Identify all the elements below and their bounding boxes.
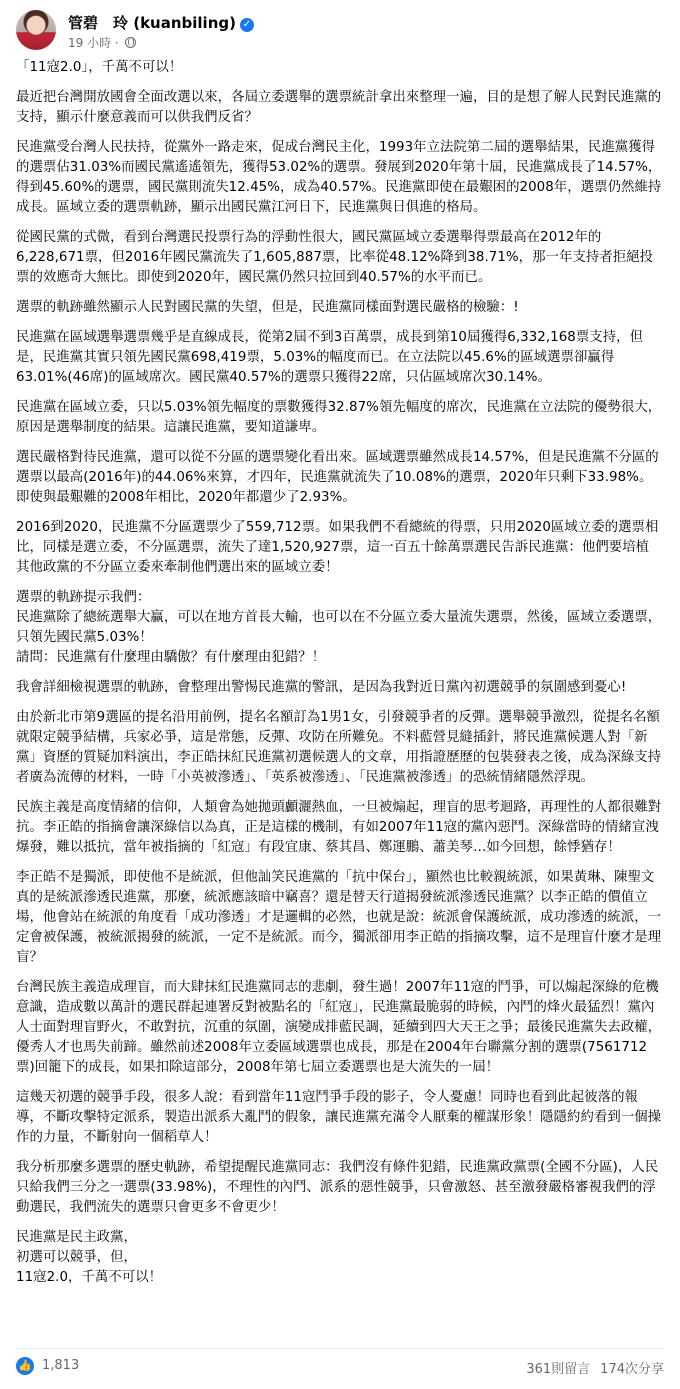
post-paragraph: 從國民黨的式微，看到台灣選民投票行為的浮動性很大，國民黨區域立委選舉得票最高在2012年的6,228,671票，但2016年國民黨流失了1,605,887票，比率從48.12%降到38.71%，那一年支持者拒絕投票的效應奇大無比。即使到2020年，國民黨仍然只拉回到40.57%的水平而已。 [16, 230, 654, 285]
post-paragraph: 民族主義是高度情緒的信仰，人類會為她拋頭顱灑熱血，一旦被煽起，理盲的思考迴路，再理性的人都很難對抗。李正皓的指摘會讓深綠信以為真，正是這樣的機制，有如2007年11寇的黨內惡鬥。深綠當時的情緒宣洩爆發，難以抵抗，當年被指摘的「紅寇」有段宜康、蔡其昌、鄭運鵬、蕭美琴…如今回想，餘悸猶存！ [16, 800, 662, 855]
share-count[interactable]: 174次分享 [600, 1362, 664, 1377]
author-name[interactable]: 管碧 玲 (kuanbiling) [68, 14, 236, 32]
globe-icon [125, 37, 136, 48]
like-icon: 👍 [16, 1357, 34, 1375]
post-paragraph: 我分析那麼多選票的歷史軌跡，希望提醒民進黨同志：我們沒有條件犯錯，民進黨政黨票(全國不分區)，人民只給我們三分之一選票(33.98%)，不理性的內鬥、派系的惡性競爭，只會激怒、甚至激發嚴格審視我們的浮動選民，我們流失的選票只會更多不會更少！ [16, 1160, 659, 1215]
post-paragraph: 這幾天初選的競爭手段，很多人說：看到當年11寇鬥爭手段的影子，令人憂慮！同時也看到此起彼落的報導，不斷攻擊特定派系，製造出派系大亂鬥的假象，讓民進黨充滿令人厭棄的權謀形象！隱隱約約看到一個操作的力量，不斷射向一個稻草人！ [16, 1090, 662, 1145]
footer-divider [16, 1348, 664, 1349]
reaction-count[interactable]: 1,813 [42, 1358, 80, 1373]
post-meta [68, 34, 136, 51]
post-paragraph: 民進黨在區域立委，只以5.03%領先幅度的票數獲得32.87%領先幅度的席次，民進黨在立法院的優勢很大，原因是選舉制度的結果。這讓民進黨，要知道謙卑。 [16, 400, 662, 435]
post-paragraph: 最近把台灣開放國會全面改選以來，各屆立委選舉的選票統計拿出來整理一遍，目的是想了解人民對民進黨的支持，顯示什麼意義而可以供我們反省？ [16, 90, 662, 125]
author-name-row [68, 12, 254, 33]
post-stats [526, 1358, 664, 1377]
post-paragraph: 由於新北市第9選區的提名沿用前例，提名名額訂為1男1女，引發競爭者的反彈。選舉競爭激烈，從提名名額就限定競爭結構，兵家必爭，這是常態，反彈、攻防在所難免。不料藍營見縫插針，將民進黨候選人對「新黨」資歷的質疑加料演出，李正皓抹紅民進黨初選候選人的文章，用指證歷歷的包裝發表之後，成為深綠支持者廣為流傳的材料，一時「小英被滲透」、「英系被滲透」、「民進黨被滲透」的恐統情緒隱然浮現。 [16, 710, 662, 785]
post-paragraph: 2016到2020，民進黨不分區選票少了559,712票。如果我們不看總統的得票，只用2020區域立委的選票相比，同樣是選立委，不分區選票，流失了達1,520,927票，這一百五十餘萬票選民告訴民進黨：他們要培植其他政黨的不分區立委來牽制他們選出來的區域立委！ [16, 520, 659, 575]
post-header [16, 10, 664, 54]
author-avatar[interactable] [16, 10, 56, 50]
post-paragraph: 民進黨在區域選舉選票幾乎是直線成長，從第2屆不到3百萬票，成長到第10屆獲得6,332,168票支持，但是，民進黨其實只領先國民黨698,419票，5.03%的幅度而已。在立法院以45.6%的區域選票卻贏得63.01%(46席)的區域席次。國民黨40.57%的選票只獲得22席，只佔區域席次30.14%。 [16, 330, 644, 385]
post-body [16, 58, 662, 1298]
post-footer [16, 1355, 664, 1379]
verified-badge-icon: ✓ [240, 18, 254, 32]
post-paragraph: 民進黨是民主政黨， 初選可以競爭，但， 11寇2.0，千萬不可以！ [16, 1230, 163, 1285]
post-paragraph: 選票的軌跡雖然顯示人民對國民黨的失望，但是，民進黨同樣面對選民嚴格的檢驗：! [16, 300, 519, 315]
comment-count[interactable]: 361則留言 [526, 1362, 591, 1377]
post-paragraph: 選票的軌跡提示我們： 民進黨除了總統選舉大贏，可以在地方首長大輸，也可以在不分區立委大量流失選票，然後，區域立委選票，只領先國民黨5.03%！ 請問：民進黨有什麼理由驕傲？有什麼理由犯錯？！ [16, 590, 662, 665]
post-paragraph: 我會詳細檢視選票的軌跡，會整理出警惕民進黨的警訊，是因為我對近日黨內初選競爭的氛圍感到憂心! [16, 680, 627, 695]
post-paragraph: 台灣民族主義造成理盲，而大肆抹紅民進黨同志的悲劇，發生過！2007年11寇的鬥爭，可以煽起深綠的危機意識，造成數以萬計的選民群起連署反對被點名的「紅寇」，民進黨最脆弱的時候，內鬥的烽火最猛烈！黨內人士面對理盲野火，不敢對抗，沉重的氛圍，演變成排藍民調，延續到四大天王之爭；最後民進黨失去政權，優秀人才也馬失前蹄。雖然前述2008年立委區域選票也成長，那是在2004年台聯黨分割的選票(7561712票)回籠下的成長，如果扣除這部分，2008年第七屆立委選票也是大流失的一屆！ [16, 980, 662, 1075]
post-paragraph: 民進黨受台灣人民扶持，從黨外一路走來，促成台灣民主化，1993年立法院第二屆的選舉結果，民進黨獲得的選票佔31.03%而國民黨遙遙領先，獲得53.02%的選票。發展到2020年第十屆，民進黨成長了14.57%，得到45.60%的選票，國民黨則流失12.45%，成為40.57%。民進黨即使在最艱困的2008年，選票仍然維持成長。區域立委的選票軌跡，顯示出國民黨江河日下，民進黨與日俱進的格局。 [16, 140, 662, 215]
post-timestamp[interactable]: 19 小時 · [68, 36, 119, 50]
post-paragraph: 選民嚴格對待民進黨，還可以從不分區的選票變化看出來。區域選票雖然成長14.57%，但是民進黨不分區的選票以最高(2016年)的44.06%來算，才四年，民進黨就流失了10.08%的選票，2020年只剩下33.98%。即使與最艱難的2008年相比，2020年都還少了2.93%。 [16, 450, 659, 505]
post-paragraph: 李正皓不是獨派，即使他不是統派，但他訕笑民進黨的「抗中保台」，顯然也比較親統派，如果黃琳、陳聖文真的是統派滲透民進黨，那麼，統派應該暗中竊喜？還是替天行道揭發統派滲透民進黨？以李正皓的價值立場，他會站在統派的角度看「成功滲透」才是邏輯的必然，也就是說：統派會保護統派，成功滲透的統派，一定會被保護，被統派揭發的統派，一定不是統派。而今，獨派卻用李正皓的指摘攻擊，這不是理盲什麼才是理盲？ [16, 870, 662, 965]
post-paragraph: 「11寇2.0」，千萬不可以！ [16, 60, 183, 75]
